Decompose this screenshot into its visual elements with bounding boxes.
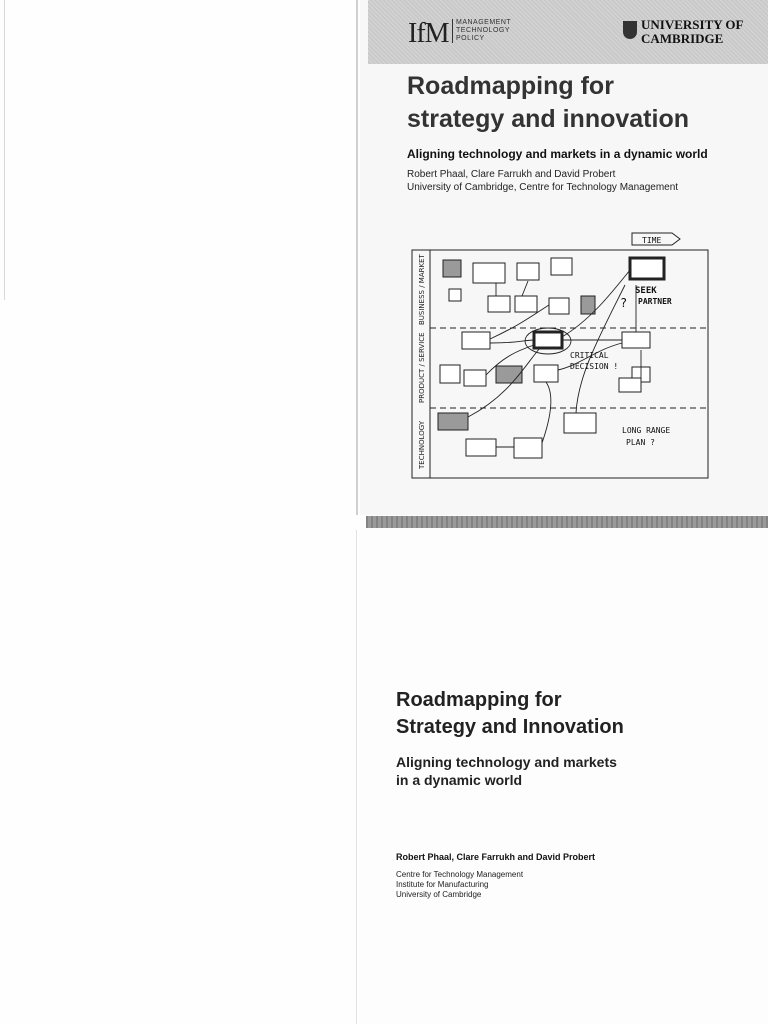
title-page-subtitle-line: in a dynamic world xyxy=(396,772,523,788)
title-page-title-line: Strategy and Innovation xyxy=(396,716,624,738)
title-page-subtitle-line: Aligning technology and markets xyxy=(396,754,617,770)
roadmap-box xyxy=(515,296,537,312)
roadmap-box xyxy=(464,370,486,386)
roadmap-box-highlight xyxy=(534,332,562,348)
ifm-logo: IfM xyxy=(408,18,449,49)
cover-authors: Robert Phaal, Clare Farrukh and David Probert xyxy=(407,169,616,180)
left-blank-page xyxy=(0,0,360,1024)
roadmap-box xyxy=(488,296,510,312)
seek-annotation: SEEK xyxy=(635,286,657,296)
roadmap-box xyxy=(462,332,490,349)
ifm-tagline-line: TECHNOLOGY xyxy=(456,27,511,34)
diagram-frame xyxy=(412,250,708,478)
roadmap-box xyxy=(551,258,572,275)
cover-subtitle: Aligning technology and markets in a dynamic world xyxy=(407,147,708,161)
arrow-line xyxy=(542,382,551,443)
arrow-line xyxy=(490,340,534,343)
title-page-edge xyxy=(356,530,357,1024)
cover-authors-block xyxy=(407,168,678,194)
plan-annotation: PLAN ? xyxy=(626,438,655,447)
roadmap-box xyxy=(619,378,641,392)
layer-label-technology: TECHNOLOGY xyxy=(418,420,426,469)
title-page-subtitle xyxy=(396,753,617,789)
roadmap-box xyxy=(440,365,460,383)
title-page-authors: Robert Phaal, Clare Farrukh and David Probert xyxy=(396,852,596,862)
roadmap-box xyxy=(473,263,505,283)
roadmap-box xyxy=(581,296,595,314)
left-page-edge xyxy=(4,0,5,300)
time-label: TIME xyxy=(642,236,662,245)
roadmap-box xyxy=(534,365,558,382)
roadmap-box xyxy=(496,366,522,383)
roadmap-box xyxy=(438,413,468,430)
cover-title xyxy=(407,70,747,136)
roadmap-box xyxy=(449,289,461,301)
critical-annotation: CRITICAL xyxy=(570,351,609,360)
roadmap-box xyxy=(514,438,542,458)
roadmap-box-highlight xyxy=(630,258,664,279)
book-spine-line xyxy=(356,0,358,515)
cover-title-line: Roadmapping for xyxy=(407,72,614,100)
title-page-title-line: Roadmapping for xyxy=(396,689,562,711)
university-line: UNIVERSITY OF xyxy=(641,17,744,32)
roadmap-sketch-diagram xyxy=(410,225,710,485)
cambridge-crest-icon xyxy=(623,21,637,39)
title-page-title xyxy=(396,687,624,741)
cover-title-line: strategy and innovation xyxy=(407,105,689,133)
ifm-tagline-line: MANAGEMENT xyxy=(456,19,512,26)
title-page-institution xyxy=(396,870,523,900)
institution-line: Institute for Manufacturing xyxy=(396,880,489,889)
university-line: CAMBRIDGE xyxy=(641,31,724,46)
roadmap-box xyxy=(466,439,496,456)
institution-line: University of Cambridge xyxy=(396,890,482,899)
cover-affiliation: University of Cambridge, Centre for Technology Management xyxy=(407,182,679,193)
roadmap-box xyxy=(549,298,569,314)
roadmap-box xyxy=(443,260,461,277)
roadmap-box xyxy=(517,263,539,280)
institution-line: Centre for Technology Management xyxy=(396,870,524,879)
decision-annotation: DECISION ! xyxy=(570,362,619,371)
partner-annotation: PARTNER xyxy=(638,297,672,306)
ifm-tagline xyxy=(452,19,511,43)
layer-label-product: PRODUCT / SERVICE xyxy=(418,332,426,403)
arrow-line xyxy=(522,281,528,296)
long-range-annotation: LONG RANGE xyxy=(622,426,671,435)
roadmap-box xyxy=(622,332,650,348)
cambridge-logo-text xyxy=(641,18,743,46)
layer-label-business: BUSINESS / MARKET xyxy=(418,254,426,325)
ifm-tagline-line: POLICY xyxy=(456,35,485,42)
question-mark-annotation: ? xyxy=(620,296,628,310)
roadmap-box xyxy=(564,413,596,433)
scan-separator-band xyxy=(366,516,768,528)
